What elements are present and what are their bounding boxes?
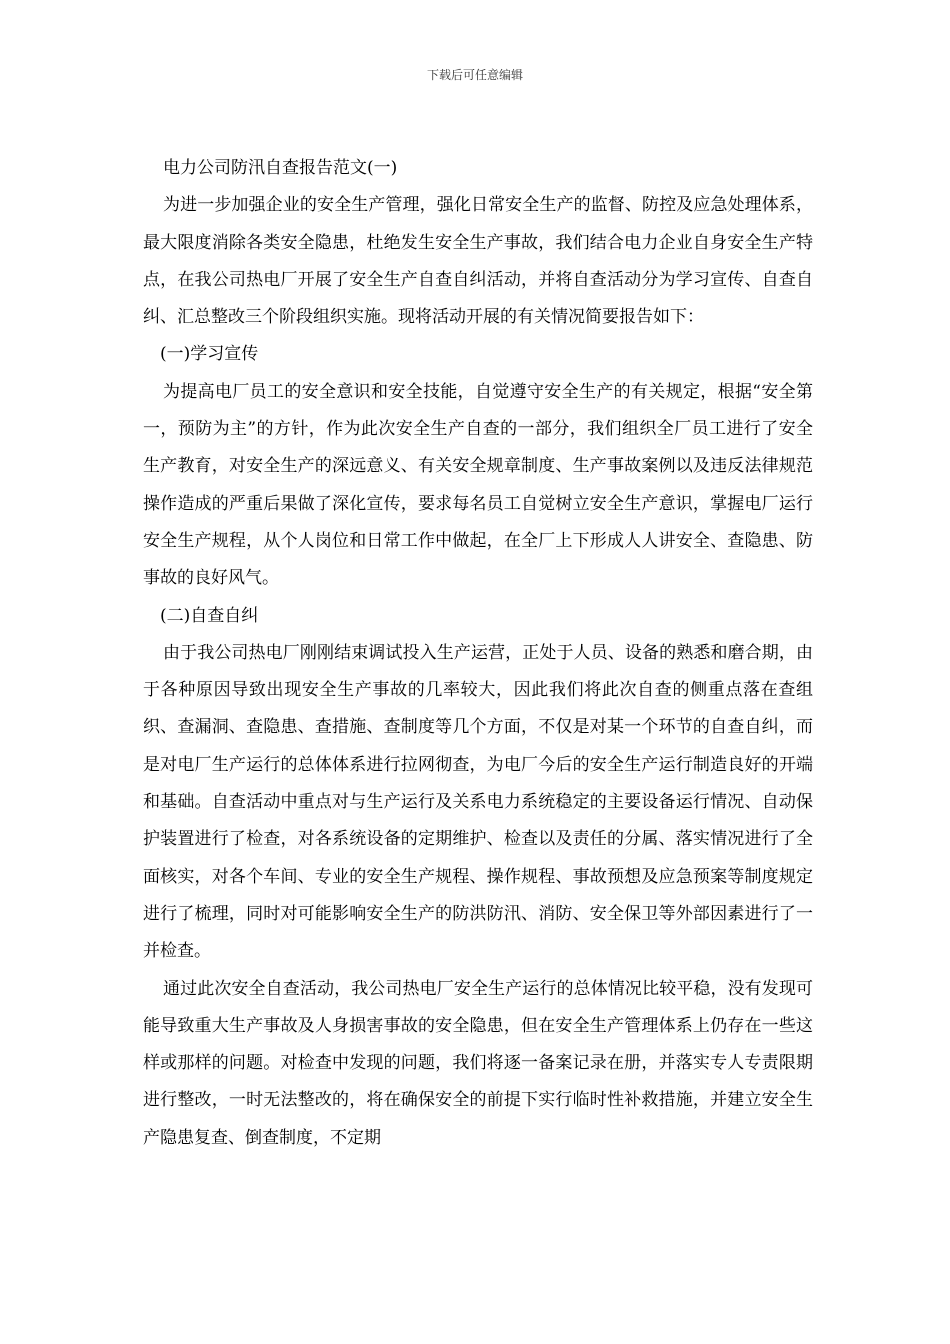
document-title: 电力公司防汛自查报告范文(一)	[163, 158, 398, 178]
section-heading-study: (一)学习宣传	[160, 344, 259, 365]
section-heading-self-check: (二)自查自纠	[160, 605, 259, 626]
summary-paragraph: 通过此次安全自查活动，我公司热电厂安全生产运行的总体情况比较平稳，没有发现可能导致重大生产事故及人身损害事故的安全隐患，但在安全生产管理体系上仍存在一些这样或那样的问题。对检查中发现的问题，我们将逐一备案记录在册，并落实专人专责限期进行整改，一时无法整改的，将在确保安全的前提下实行临时性补救措施，并建立安全生产隐患复查、倒查制度，不定期	[143, 978, 813, 1148]
self-check-paragraph: 由于我公司热电厂刚刚结束调试投入生产运营，正处于人员、设备的熟悉和磨合期，由于各种原因导致出现安全生产事故的几率较大，因此我们将此次自查的侧重点落在查组织、查漏洞、查隐患、查措施、查制度等几个方面，不仅是对某一个环节的自查自纠，而是对电厂生产运行的总体体系进行拉网彻查，为电厂今后的安全生产运行制造良好的开端和基础。自查活动中重点对与生产运行及关系电力系统稳定的主要设备运行情况、自动保护装置进行了检查，对各系统设备的定期维护、检查以及责任的分属、落实情况进行了全面核实，对各个车间、专业的安全生产规程、操作规程、事故预想及应急预案等制度规定进行了梳理，同时对可能影响安全生产的防洪防汛、消防、安全保卫等外部因素进行了一并检查。	[143, 642, 813, 962]
header-note: 下载后可任意编辑	[426, 68, 523, 82]
document-body	[143, 150, 813, 1157]
study-paragraph: 为提高电厂员工的安全意识和安全技能，自觉遵守安全生产的有关规定，根据“安全第一，预防为主”的方针，作为此次安全生产自查的一部分，我们组织全厂员工进行了安全生产教育，对安全生产的深远意义、有关安全规章制度、生产事故案例以及违反法律规范操作造成的严重后果做了深化宣传，要求每名员工自觉树立安全生产意识，掌握电厂运行安全生产规程，从个人岗位和日常工作中做起，在全厂上下形成人人讲安全、查隐患、防事故的良好风气。	[143, 381, 813, 589]
intro-paragraph: 为进一步加强企业的安全生产管理，强化日常安全生产的监督、防控及应急处理体系，最大限度消除各类安全隐患，杜绝发生安全生产事故，我们结合电力企业自身安全生产特点，在我公司热电厂开展了安全生产自查自纠活动，并将自查活动分为学习宣传、自查自纠、汇总整改三个阶段组织实施。现将活动开展的有关情况简要报告如下：	[143, 195, 813, 328]
